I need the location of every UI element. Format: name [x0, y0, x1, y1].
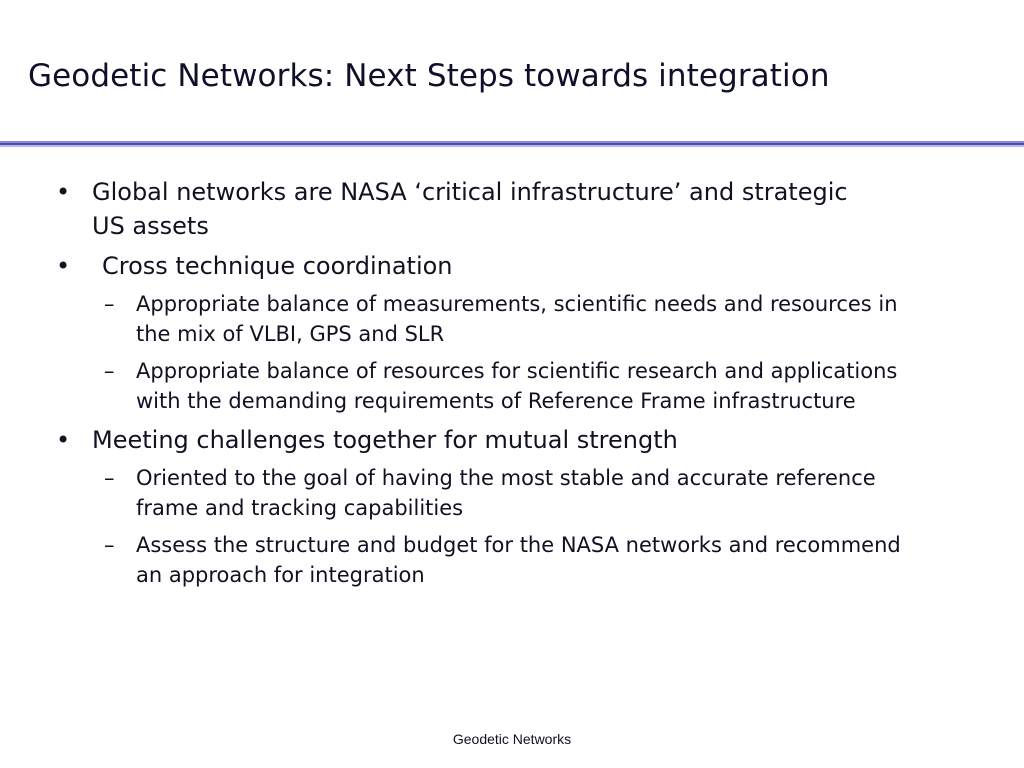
sub-bullet-item — [0, 530, 916, 590]
bullet-item — [0, 175, 872, 243]
sub-bullet-dash: – — [104, 359, 115, 383]
title-divider — [0, 141, 1024, 147]
slide-footer: Geodetic Networks — [452, 731, 572, 747]
bullet-dot: • — [56, 178, 71, 206]
sub-bullet-text: Appropriate balance of resources for scientific research and applications with the demanding requirements of Reference Frame infrastructure — [136, 359, 898, 413]
sub-bullet-text: Oriented to the goal of having the most stable and accurate reference frame and tracking capabilities — [136, 466, 876, 520]
bullet-dot: • — [56, 426, 71, 454]
slide-body — [0, 175, 1024, 597]
bullet-item — [0, 423, 872, 457]
slide-title: Geodetic Networks: Next Steps towards integration — [28, 58, 830, 94]
bullet-item — [0, 249, 872, 283]
bullet-text: Global networks are NASA ‘critical infrastructure’ and strategic US assets — [92, 178, 848, 240]
bullet-dot: • — [56, 252, 71, 280]
sub-bullet-item — [0, 463, 916, 523]
sub-bullet-dash: – — [104, 466, 115, 490]
sub-bullet-dash: – — [104, 533, 115, 557]
bullet-text: Meeting challenges together for mutual strength — [92, 426, 678, 454]
bullet-text: Cross technique coordination — [102, 252, 453, 280]
divider-line-bottom — [0, 145, 1024, 147]
sub-bullet-item — [0, 356, 916, 416]
sub-bullet-dash: – — [104, 292, 115, 316]
sub-bullet-text: Assess the structure and budget for the NASA networks and recommend an approach for integration — [136, 533, 901, 587]
sub-bullet-text: Appropriate balance of measurements, scientific needs and resources in the mix of VLBI, GPS and SLR — [136, 292, 898, 346]
sub-bullet-item — [0, 289, 916, 349]
